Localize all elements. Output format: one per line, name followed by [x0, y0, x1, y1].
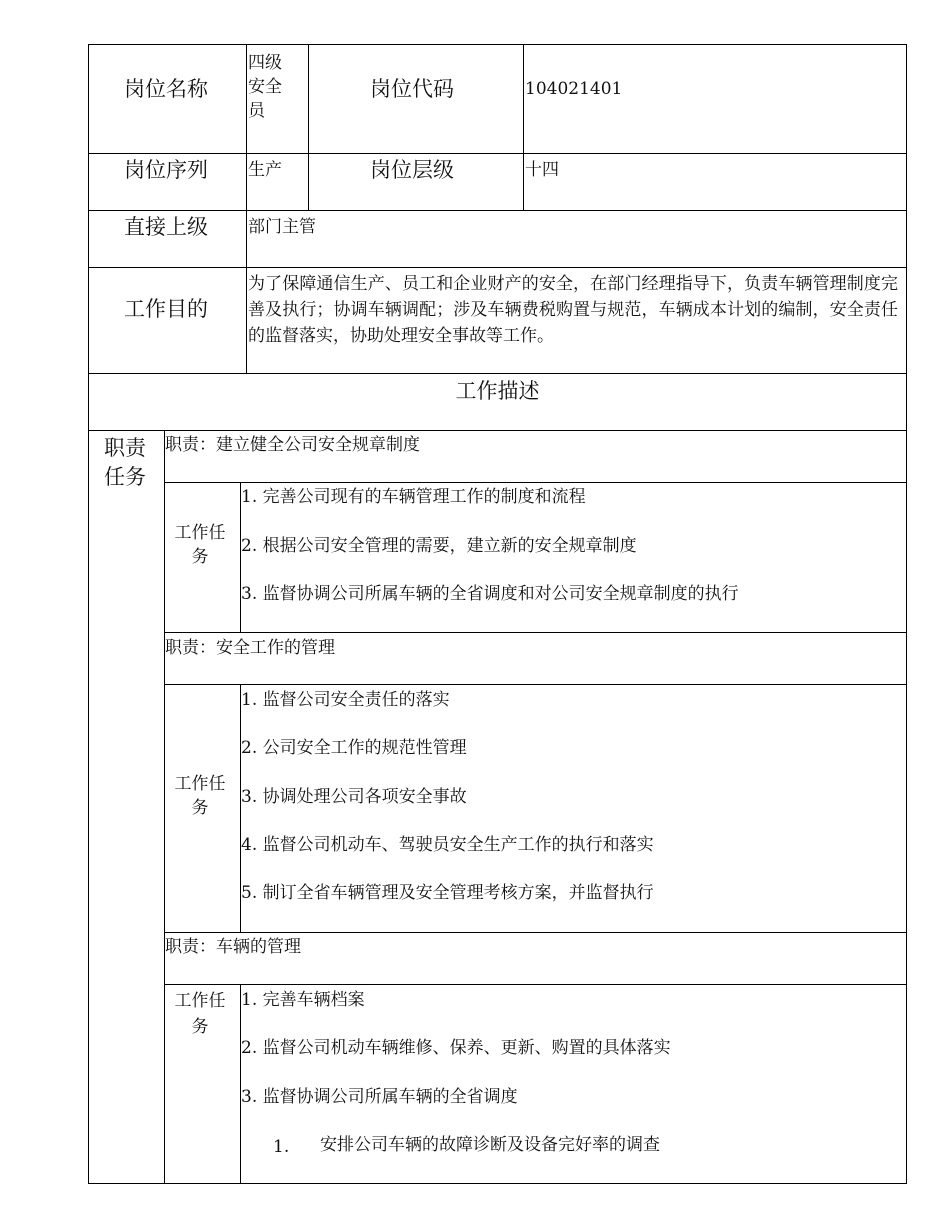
task-item: 2. 监督公司机动车辆维修、保养、更新、购置的具体落实 [241, 1038, 671, 1058]
row-divider [164, 984, 907, 985]
table-border-right [906, 44, 907, 1184]
task-item: 3. 监督协调公司所属车辆的全省调度和对公司安全规章制度的执行 [241, 584, 739, 604]
row-divider [164, 684, 907, 685]
post-code-value: 104021401 [525, 79, 623, 99]
work-description-title: 工作描述 [455, 379, 540, 403]
supervisor-label: 直接上级 [124, 215, 208, 239]
post-name-label: 岗位名称 [124, 77, 208, 101]
row-divider [88, 210, 907, 211]
post-code-label: 岗位代码 [370, 77, 454, 101]
supervisor-value: 部门主管 [248, 217, 316, 237]
row-divider [88, 430, 907, 431]
task-item: 3. 协调处理公司各项安全事故 [241, 787, 467, 807]
duty-title: 职责：车辆的管理 [165, 937, 301, 957]
task-item: 2. 公司安全工作的规范性管理 [241, 738, 467, 758]
task-item: 3. 监督协调公司所属车辆的全省调度 [241, 1087, 518, 1107]
post-name-value: 四级安全员 [248, 53, 282, 121]
col-divider [164, 430, 165, 1184]
row-divider [88, 153, 907, 154]
post-level-label: 岗位层级 [370, 158, 454, 182]
row-divider [88, 267, 907, 268]
task-item: 5. 制订全省车辆管理及安全管理考核方案，并监督执行 [241, 883, 654, 903]
task-item: 4. 监督公司机动车、驾驶员安全生产工作的执行和落实 [241, 835, 654, 855]
duties-label: 职责任务 [104, 436, 146, 489]
col-divider [246, 44, 247, 374]
task-label: 工作任务 [174, 523, 226, 567]
task-item: 1. 完善车辆档案 [241, 990, 365, 1010]
post-sequence-label: 岗位序列 [124, 158, 208, 182]
post-sequence-value: 生产 [248, 160, 282, 180]
duty-title: 职责：建立健全公司安全规章制度 [165, 435, 420, 455]
row-divider [164, 632, 907, 633]
task-item: 1. 完善公司现有的车辆管理工作的制度和流程 [241, 487, 586, 507]
subtask-text: 安排公司车辆的故障诊断及设备完好率的调查 [320, 1135, 660, 1155]
purpose-value: 为了保障通信生产、员工和企业财产的安全，在部门经理指导下，负责车辆管理制度完善及执行；协调车辆调配；涉及车辆费税购置与规范，车辆成本计划的编制，安全责任的监督落实，协助处理安全事故等工作。 [248, 274, 898, 346]
col-divider [523, 44, 524, 210]
table-border-bottom [88, 1183, 907, 1184]
task-label: 工作任务 [174, 991, 226, 1037]
duty-title: 职责：安全工作的管理 [165, 638, 335, 658]
purpose-label: 工作目的 [124, 297, 208, 321]
task-item: 2. 根据公司安全管理的需要，建立新的安全规章制度 [241, 536, 637, 556]
row-divider [164, 482, 907, 483]
table-border-left [88, 44, 89, 1184]
post-level-value: 十四 [525, 160, 559, 180]
task-item: 1. 监督公司安全责任的落实 [241, 690, 450, 710]
row-divider [164, 932, 907, 933]
col-divider [240, 984, 241, 1184]
subtask-number: 1. [273, 1137, 290, 1157]
task-label: 工作任务 [174, 774, 226, 818]
table-border-top [88, 44, 907, 45]
row-divider [88, 373, 907, 374]
col-divider [308, 44, 309, 210]
